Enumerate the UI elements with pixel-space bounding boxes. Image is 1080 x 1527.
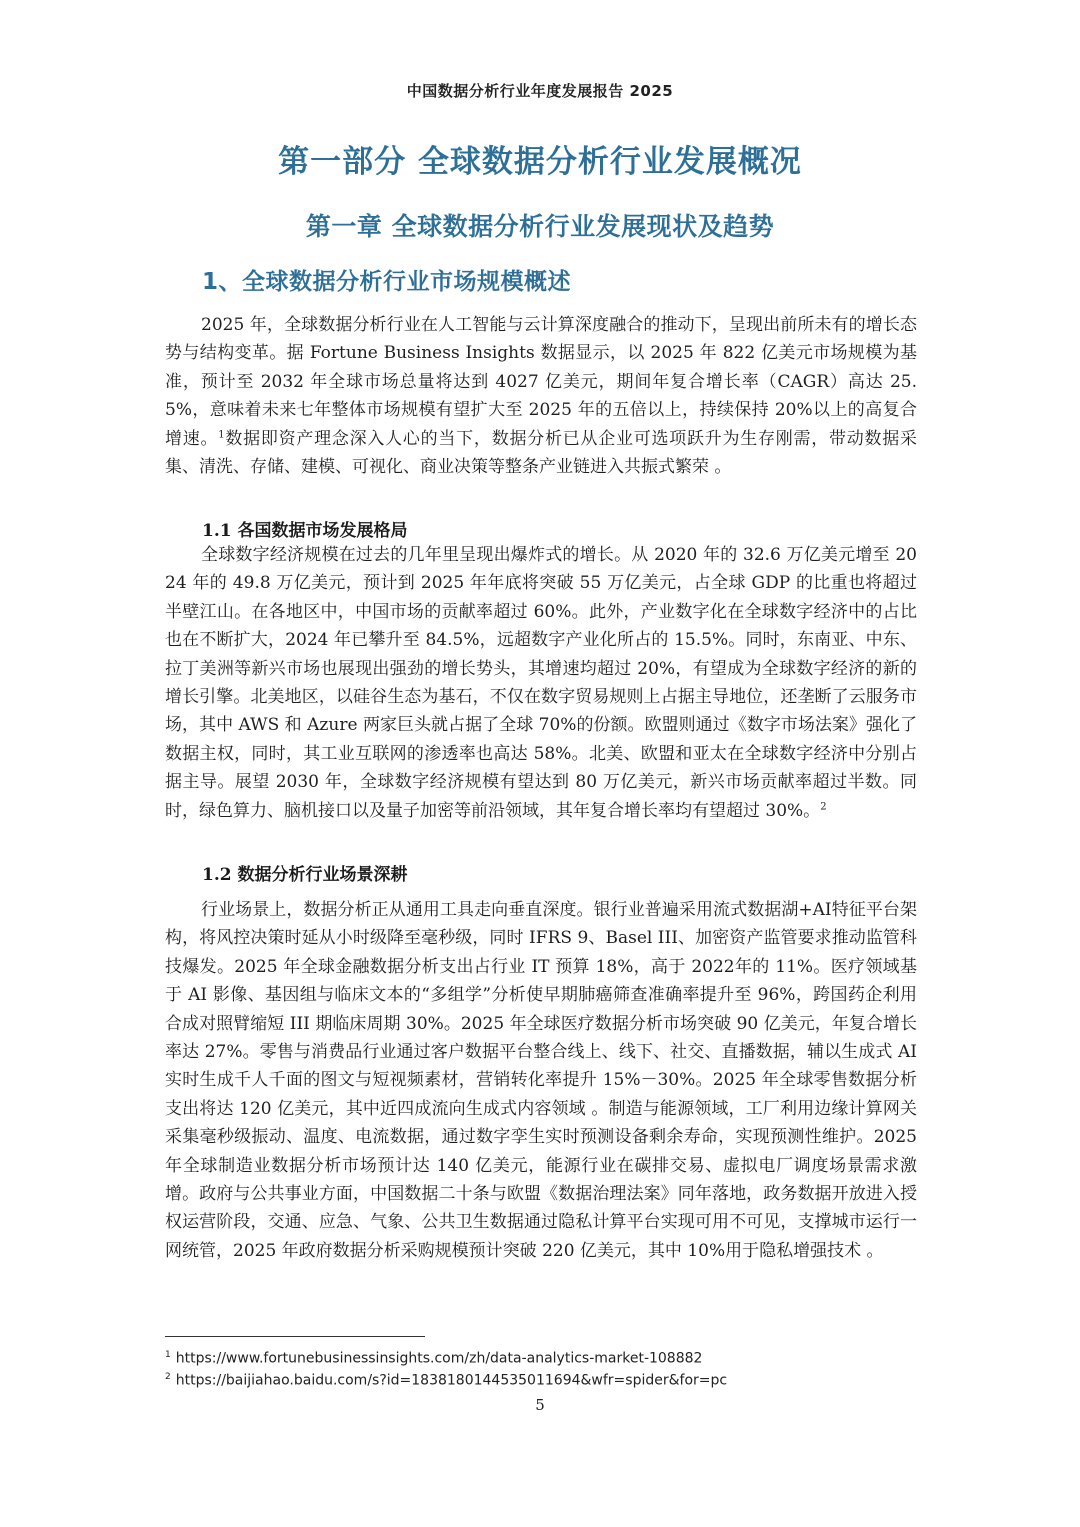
footnote-divider xyxy=(165,1336,425,1337)
page-number: 5 xyxy=(535,1396,545,1414)
paragraph-market-overview xyxy=(165,311,917,481)
part-title: 第一部分 全球数据分析行业发展概况 xyxy=(278,144,802,180)
running-header: 中国数据分析行业年度发展报告 2025 xyxy=(406,82,674,100)
subsection-title-1-2: 1.2 数据分析行业场景深耕 xyxy=(202,865,408,885)
footnote-1 xyxy=(165,1350,702,1367)
paragraph-text: 2025 年，全球数据分析行业在人工智能与云计算深度融合的推动下，呈现出前所未有的增长态势与结构变革。据 Fortune Business Insights 数据显示，以 2025 年 822 亿美元市场规模为基准，预计至 2032 年全球市场总量将达到 4027 亿美元，期间年复合增长率（CAGR）高达 25.5%，意味着未来七年整体市场规模有望扩大至 2025 年的五倍以上，持续保持 20%以上的高复合增速。 xyxy=(165,315,917,449)
footnote-link[interactable]: https://baijiahao.baidu.com/s?id=1838180144535011694&wfr=spider&for=pc xyxy=(175,1372,728,1389)
footnote-mark: 2 xyxy=(165,1372,171,1382)
subsection-title-1-1: 1.1 各国数据市场发展格局 xyxy=(202,521,408,541)
chapter-title: 第一章 全球数据分析行业发展现状及趋势 xyxy=(305,212,775,241)
paragraph-country-markets xyxy=(165,541,917,825)
footnote-reference[interactable]: 2 xyxy=(820,801,827,812)
footnote-reference[interactable]: 1 xyxy=(218,428,225,440)
footnote-mark: 1 xyxy=(165,1350,171,1360)
paragraph-industry-scenarios: 行业场景上，数据分析正从通用工具走向垂直深度。银行业普遍采用流式数据湖+AI特征平台架构，将风控决策时延从小时级降至毫秒级，同时 IFRS 9、Basel III、加密资产监管要求推动监管科技爆发。2025 年全球金融数据分析支出占行业 IT 预算 18%，高于 2022年的 11%。医疗领域基于 AI 影像、基因组与临床文本的“多组学”分析使早期肺癌筛查准确率提升至 96%，跨国药企利用合成对照臂缩短 III 期临床周期 30%。2025 年全球医疗数据分析市场突破 90 亿美元，年复合增长率达 27%。零售与消费品行业通过客户数据平台整合线上、线下、社交、直播数据，辅以生成式 AI 实时生成千人千面的图文与短视频素材，营销转化率提升 15%－30%。2025 年全球零售数据分析支出将达 120 亿美元，其中近四成流向生成式内容领域 。制造与能源领域，工厂利用边缘计算网关采集毫秒级振动、温度、电流数据，通过数字孪生实时预测设备剩余寿命，实现预测性维护。2025 年全球制造业数据分析市场预计达 140 亿美元，能源行业在碳排交易、虚拟电厂调度场景需求激增。政府与公共事业方面，中国数据二十条与欧盟《数据治理法案》同年落地，政务数据开放进入授权运营阶段，交通、应急、气象、公共卫生数据通过隐私计算平台实现可用不可见，支撑城市运行一网统管，2025 年政府数据分析采购规模预计突破 220 亿美元，其中 10%用于隐私增强技术 。 xyxy=(165,900,917,1261)
footnote-2 xyxy=(165,1372,727,1389)
footnote-link[interactable]: https://www.fortunebusinessinsights.com/zh/data-analytics-market-108882 xyxy=(175,1350,703,1367)
paragraph-text: 数据即资产理念深入人心的当下，数据分析已从企业可选项跃升为生存刚需，带动数据采集、清洗、存储、建模、可视化、商业决策等整条产业链进入共振式繁荣 。 xyxy=(165,428,918,478)
section-title: 1、全球数据分析行业市场规模概述 xyxy=(202,269,572,295)
paragraph-text: 全球数字经济规模在过去的几年里呈现出爆炸式的增长。从 2020 年的 32.6 万亿美元增至 2024 年的 49.8 万亿美元，预计到 2025 年年底将突破 55 万亿美元，占全球 GDP 的比重也将超过半壁江山。在各地区中，中国市场的贡献率超过 60%。此外，产业数字化在全球数字经济中的占比也在不断扩大，2024 年已攀升至 84.5%，远超数字产业化所占的 15.5%。同时，东南亚、中东、拉丁美洲等新兴市场也展现出强劲的增长势头，其增速均超过 20%，有望成为全球数字经济的新的增长引擎。北美地区，以硅谷生态为基石，不仅在数字贸易规则上占据主导地位，还垄断了云服务市场，其中 AWS 和 Azure 两家巨头就占据了全球 70%的份额。欧盟则通过《数字市场法案》强化了数据主权，同时，其工业互联网的渗透率也高达 58%。北美、欧盟和亚太在全球数字经济中分别占据主导。展望 2030 年，全球数字经济规模有望达到 80 万亿美元，新兴市场贡献率超过半数。同时，绿色算力、脑机接口以及量子加密等前沿领域，其年复合增长率均有望超过 30%。 xyxy=(165,545,917,821)
